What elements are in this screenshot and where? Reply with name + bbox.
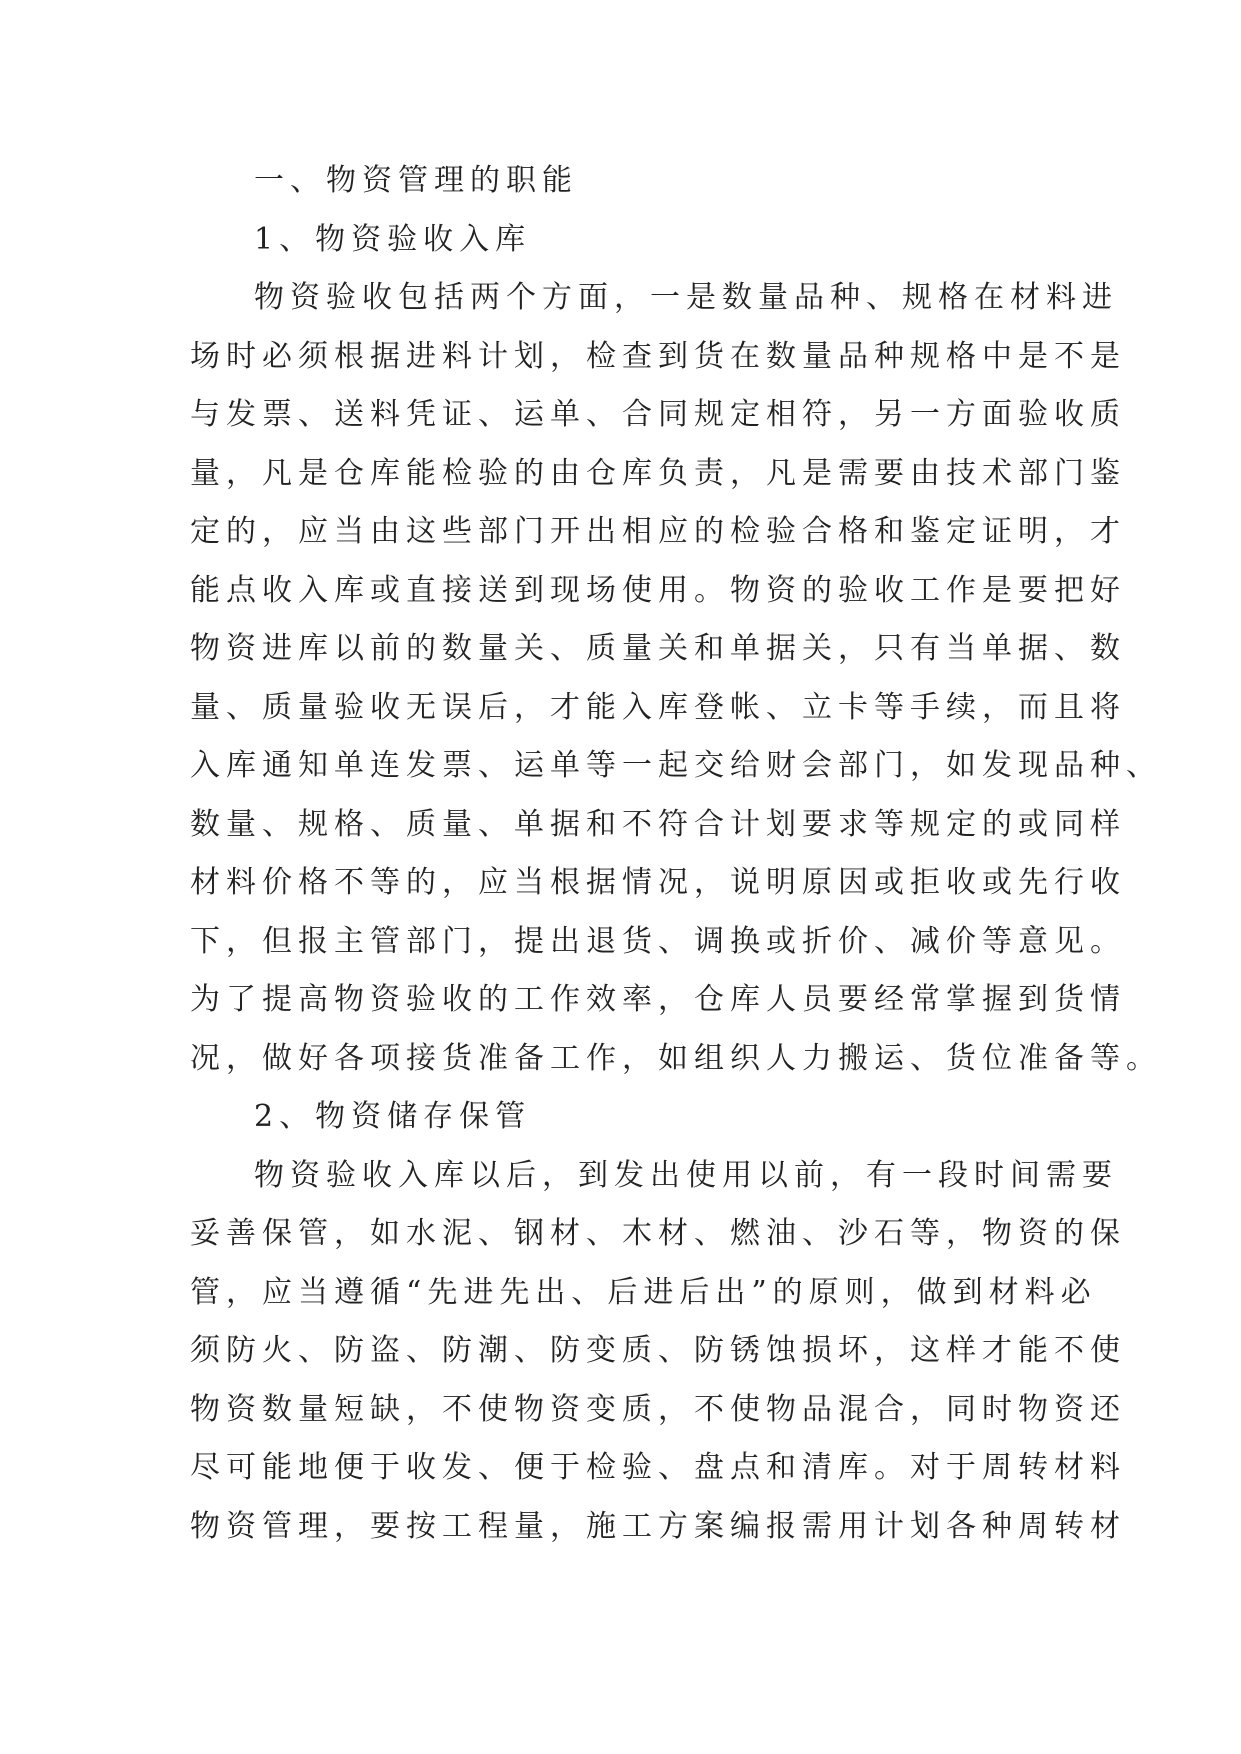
text-line: 定的，应当由这些部门开出相应的检验合格和鉴定证明，才 bbox=[190, 514, 1126, 549]
subsection-heading-2: 2、物资储存保管 bbox=[254, 1099, 532, 1134]
text-line: 须防火、防盗、防潮、防变质、防锈蚀损坏，这样才能不使 bbox=[190, 1333, 1126, 1368]
text-line: 量、质量验收无误后，才能入库登帐、立卡等手续，而且将 bbox=[190, 689, 1126, 725]
paragraph-storage bbox=[190, 1147, 1126, 1557]
text-line: 场时必须根据进料计划，检查到货在数量品种规格中是不是 bbox=[190, 338, 1126, 374]
paragraph-acceptance bbox=[190, 269, 1162, 1088]
text-line: 与发票、送料凭证、运单、合同规定相符，另一方面验收质 bbox=[190, 397, 1126, 432]
text-line: 尽可能地便于收发、便于检验、盘点和清库。对于周转材料 bbox=[190, 1450, 1126, 1485]
text-line: 量，凡是仓库能检验的由仓库负责，凡是需要由技术部门鉴 bbox=[190, 455, 1126, 491]
text-line: 能点收入库或直接送到现场使用。物资的验收工作是要把好 bbox=[190, 572, 1126, 608]
section-heading: 一、物资管理的职能 bbox=[254, 163, 578, 198]
text-line: 物资进库以前的数量关、质量关和单据关，只有当单据、数 bbox=[190, 631, 1126, 666]
text-line: 物资验收包括两个方面，一是数量品种、规格在材料进 bbox=[254, 280, 1118, 315]
text-line: 物资数量短缺，不使物资变质，不使物品混合，同时物资还 bbox=[190, 1391, 1126, 1427]
document-body bbox=[190, 152, 1162, 1556]
text-line: 入库通知单连发票、运单等一起交给财会部门，如发现品种、 bbox=[190, 748, 1162, 783]
text-line: 材料价格不等的，应当根据情况，说明原因或拒收或先行收 bbox=[190, 865, 1126, 900]
text-line: 物资管理，要按工程量，施工方案编报需用计划各种周转材 bbox=[190, 1508, 1126, 1544]
subsection-heading-1: 1、物资验收入库 bbox=[254, 221, 532, 257]
text-line: 下，但报主管部门，提出退货、调换或折价、减价等意见。 bbox=[190, 923, 1126, 959]
text-line: 管，应当遵循“先进先出、后进后出”的原则，做到材料必 bbox=[190, 1274, 1097, 1310]
text-line: 数量、规格、质量、单据和不符合计划要求等规定的或同样 bbox=[190, 806, 1126, 842]
text-line: 况，做好各项接货准备工作，如组织人力搬运、货位准备等。 bbox=[190, 1040, 1162, 1076]
text-line: 为了提高物资验收的工作效率，仓库人员要经常掌握到货情 bbox=[190, 982, 1126, 1017]
text-line: 物资验收入库以后，到发出使用以前，有一段时间需要 bbox=[254, 1157, 1118, 1193]
text-line: 妥善保管，如水泥、钢材、木材、燃油、沙石等，物资的保 bbox=[190, 1216, 1126, 1251]
